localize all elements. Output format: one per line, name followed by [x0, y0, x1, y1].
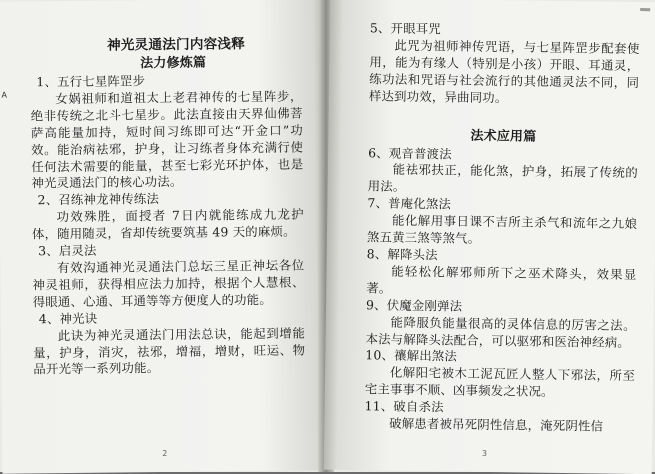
page-number-right: 3	[481, 448, 488, 458]
right-page	[324, 0, 655, 474]
item-heading: 6、观音普渡法	[368, 144, 452, 161]
item-paragraph: 功效殊胜，面授者 7日内就能练成九龙护体，随用随灵，省却传统要筑基 49 天的麻烦。	[31, 206, 304, 242]
item-paragraph: 能轻松化解邪师所下之巫术降头，效果显著。	[366, 263, 637, 296]
item-paragraph: 破解患者被吊死阴性信息，淹死阴性信	[389, 415, 604, 434]
margin-mark: A	[1, 90, 8, 100]
item-heading: 7、普庵化煞法	[367, 195, 452, 212]
left-page	[0, 0, 327, 474]
right-page-text	[364, 20, 640, 436]
item-paragraph: 此咒为祖师神传咒语，与七星阵罡步配套使用，能为有缘人（特别是小孩）开眼、耳通灵，练功法和咒语与社会流行的其他通灵法不同，同样达到功效，异曲同功。	[368, 37, 640, 105]
section-title-cultivation: 法力修炼篇	[140, 55, 207, 72]
item-heading: 9、伏魔金刚弹法	[365, 296, 463, 314]
item-heading: 10、禳解出煞法	[365, 347, 458, 364]
item-heading: 3、启灵法	[38, 242, 97, 259]
item-paragraph: 能降服负能量很高的灵体信息的厉害之法。本法与解降头法配合，可以驱邪和医治神经病。	[365, 314, 636, 350]
item-heading: 5、开眼耳咒	[369, 20, 442, 37]
item-heading: 2、召练神龙神传练法	[37, 191, 160, 208]
item-paragraph: 化解阳宅被木工泥瓦匠人整人下邪法，所至宅主事事不顺、凶事频发之状况。	[364, 364, 636, 400]
item-heading: 1、五行七星阵罡步	[36, 73, 146, 90]
page-number-left: 2	[162, 448, 168, 459]
item-heading: 8、解降头法	[366, 246, 438, 263]
item-paragraph: 有效沟通神光灵通法门总坛三星正神坛各位神灵祖师，获得相应法力加持，根据个人慧根、得眼通、心通、耳通等等方便度人的功能。	[32, 257, 305, 310]
item-paragraph: 能祛邪扶正，能化煞，护身，拓展了传统的用法。	[367, 162, 638, 195]
left-page-text	[30, 35, 306, 379]
document-title: 神光灵通法门内容浅释	[106, 36, 246, 54]
item-paragraph: 女娲祖师和道祖太上老君神传的七星阵步，绝非传统之北斗七星步。此法直接由天界仙佛菩萨高能量加持，短时间习练即可达“开金口”功效。能治病祛邪，护身，让习练者身体充满行使任何法术需要的能量，甚至七彩光环护体，也是神光灵通法门的核心功法。	[30, 88, 304, 191]
item-paragraph: 能化解用事日课不吉所主杀气和流年之九娘煞五黄三煞等煞气。	[366, 212, 638, 246]
item-paragraph: 此诀为神光灵通法门用法总诀，能起到增能量，护身，消灾，祛邪，增福，增财，旺运、物品开光等一系列功能。	[33, 325, 306, 377]
section-title-application: 法术应用篇	[470, 128, 537, 145]
page-edge-mark	[640, 8, 650, 11]
item-heading: 11、破自杀法	[364, 398, 444, 415]
item-heading: 4、神光诀	[38, 310, 98, 326]
